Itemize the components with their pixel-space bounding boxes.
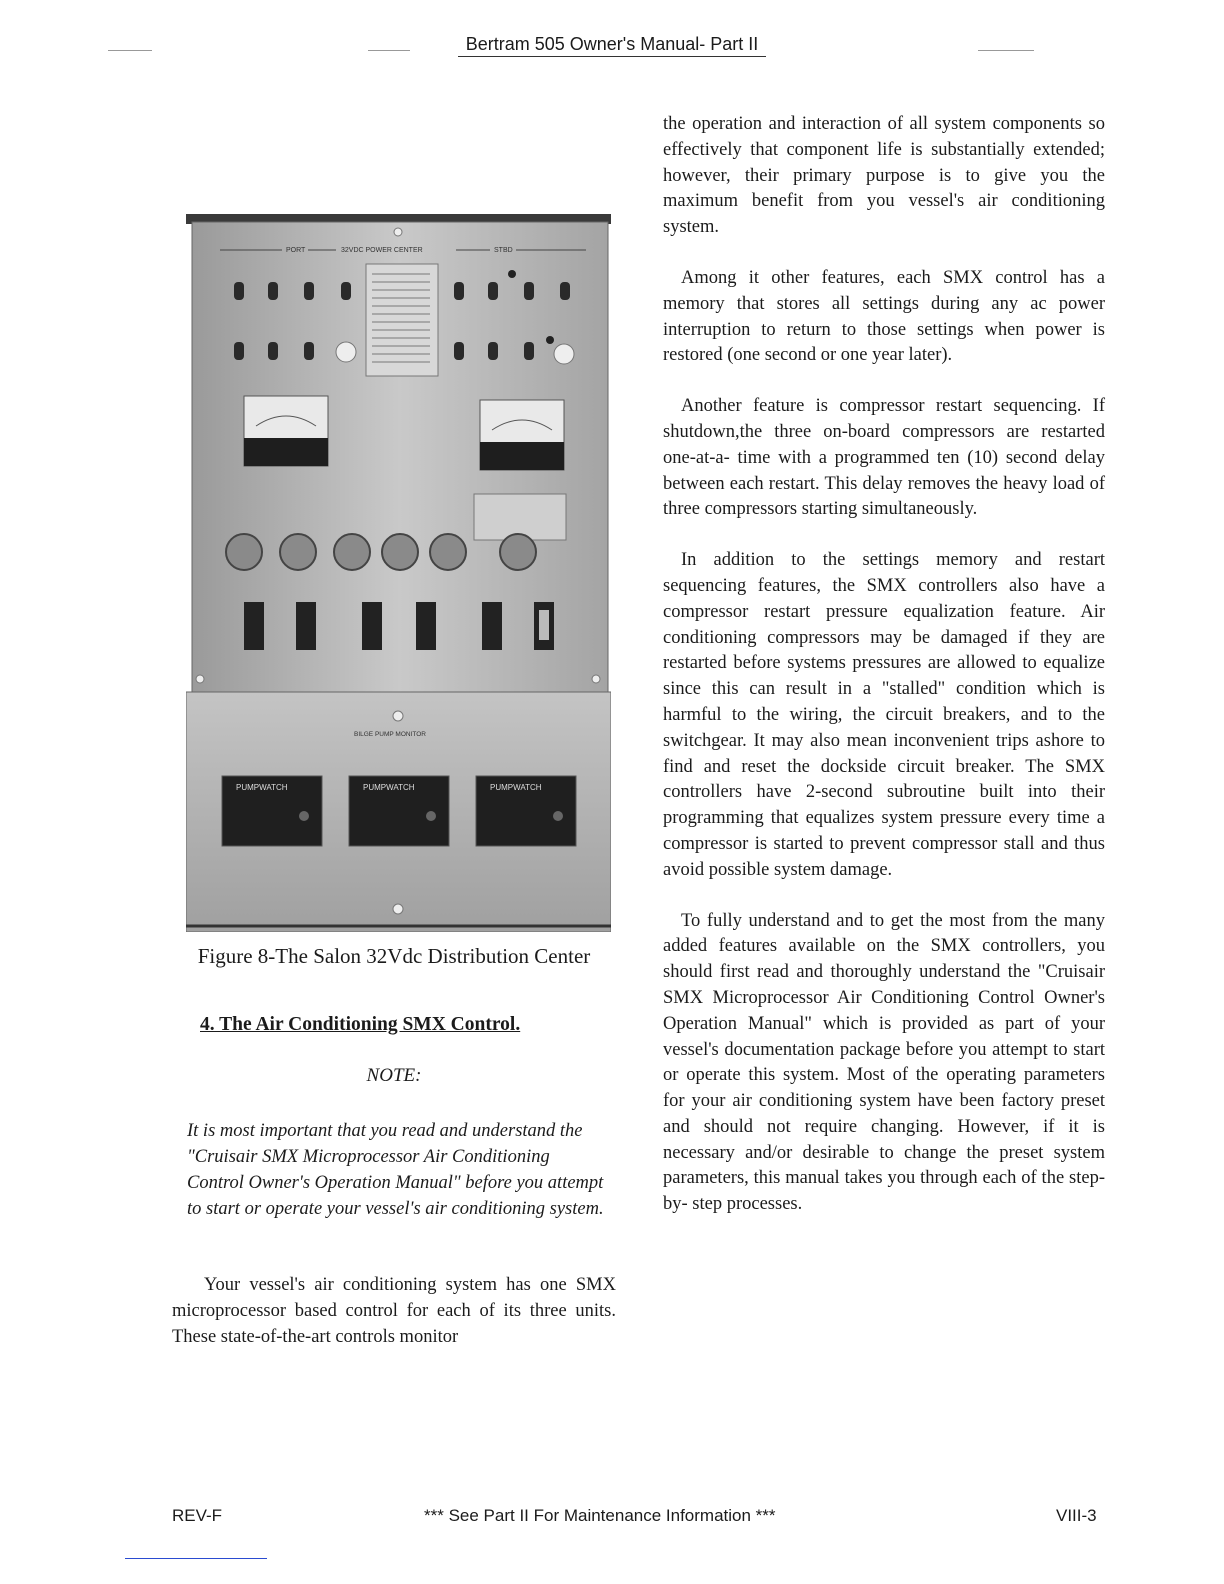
paragraph: Another feature is compressor restart sequencing. If shutdown,the three on-board compressors are restarted one-at-a- time with a programmed ten (10) second delay between each restart. This delay removes the heavy load of three compressors starting simultaneously. bbox=[663, 396, 1105, 520]
svg-text:PUMPWATCH: PUMPWATCH bbox=[236, 783, 288, 792]
header-title: Bertram 505 Owner's Manual- Part II bbox=[458, 34, 767, 57]
intro-paragraph: Your vessel's air conditioning system has one SMX microprocessor based control for each of its three units. These state-of-the-art controls monitor bbox=[172, 1275, 616, 1347]
paragraph: the operation and interaction of all system components so effectively that component life is substantially extended; however, their primary purpose is to give you the maximum benefit from you vessel's air conditioning system. bbox=[663, 114, 1105, 238]
pumpwatch-monitor bbox=[349, 776, 449, 846]
center-label: 32VDC POWER CENTER bbox=[341, 247, 423, 254]
scan-artifact bbox=[978, 50, 1034, 51]
paragraph: To fully understand and to get the most from the many added features available on the SMX controllers, you should first read and thoroughly understand the "Cruisair SMX Microprocessor Air Conditioning Control Owner's Operation Manual" which is provided as part of your vessel's documentation package before you attempt to start or operate this system. Most of the operating parameters for your air conditioning system have been factory preset and should not require changing. However, if it is necessary and/or desirable to change the preset system parameters, this manual takes you through each of the step-by- step processes. bbox=[663, 910, 1105, 1215]
distribution-center-photo bbox=[186, 214, 611, 932]
port-label: PORT bbox=[286, 247, 306, 254]
paragraph: Among it other features, each SMX control has a memory that stores all settings during any ac power interruption to return to those settings when power is restored (one second or one year later). bbox=[663, 267, 1105, 366]
section-heading: 4. The Air Conditioning SMX Control. bbox=[200, 1014, 521, 1035]
bilge-monitor-label: BILGE PUMP MONITOR bbox=[354, 731, 426, 738]
right-column bbox=[663, 112, 1105, 1243]
note-text: It is most important that you read and understand the "Cruisair SMX Microprocessor Air Conditioning Control Owner's Operation Manual" before you attempt to start or operate your vessel's air conditioning system. bbox=[187, 1121, 604, 1219]
pumpwatch-monitor bbox=[476, 776, 576, 846]
page-header bbox=[0, 34, 1224, 57]
footer-note: *** See Part II For Maintenance Information *** bbox=[424, 1506, 776, 1525]
footer-revision: REV-F bbox=[172, 1506, 223, 1525]
note-label: NOTE: bbox=[366, 1065, 422, 1086]
stbd-label: STBD bbox=[494, 247, 513, 254]
scan-artifact bbox=[108, 50, 152, 51]
pumpwatch-monitor bbox=[222, 776, 322, 846]
port-voltmeter bbox=[244, 396, 328, 466]
stbd-voltmeter bbox=[480, 400, 564, 470]
svg-text:PUMPWATCH: PUMPWATCH bbox=[363, 783, 415, 792]
paragraph: In addition to the settings memory and restart sequencing features, the SMX controllers also have a compressor restart pressure equalization feature. Air conditioning compressors may be damaged if they are restarted before systems pressures are allowed to equalize since this can result in a "stalled" condition which is harmful to the wiring, the circuit breakers, and to the switchgear. It may also mean inconvenient trips ashore to find and reset the dockside circuit breaker. The SMX controllers have 2-second subroutine built into their programming that equalizes system pressure every time a compressor is started to prevent compressor stall and thus avoid possible system damage. bbox=[663, 550, 1105, 880]
svg-text:PUMPWATCH: PUMPWATCH bbox=[490, 783, 542, 792]
scan-artifact bbox=[368, 50, 410, 51]
figure-caption: Figure 8-The Salon 32Vdc Distribution Center bbox=[197, 944, 591, 968]
footer-rule bbox=[125, 1558, 267, 1559]
page-number: VIII-3 bbox=[1056, 1506, 1097, 1525]
